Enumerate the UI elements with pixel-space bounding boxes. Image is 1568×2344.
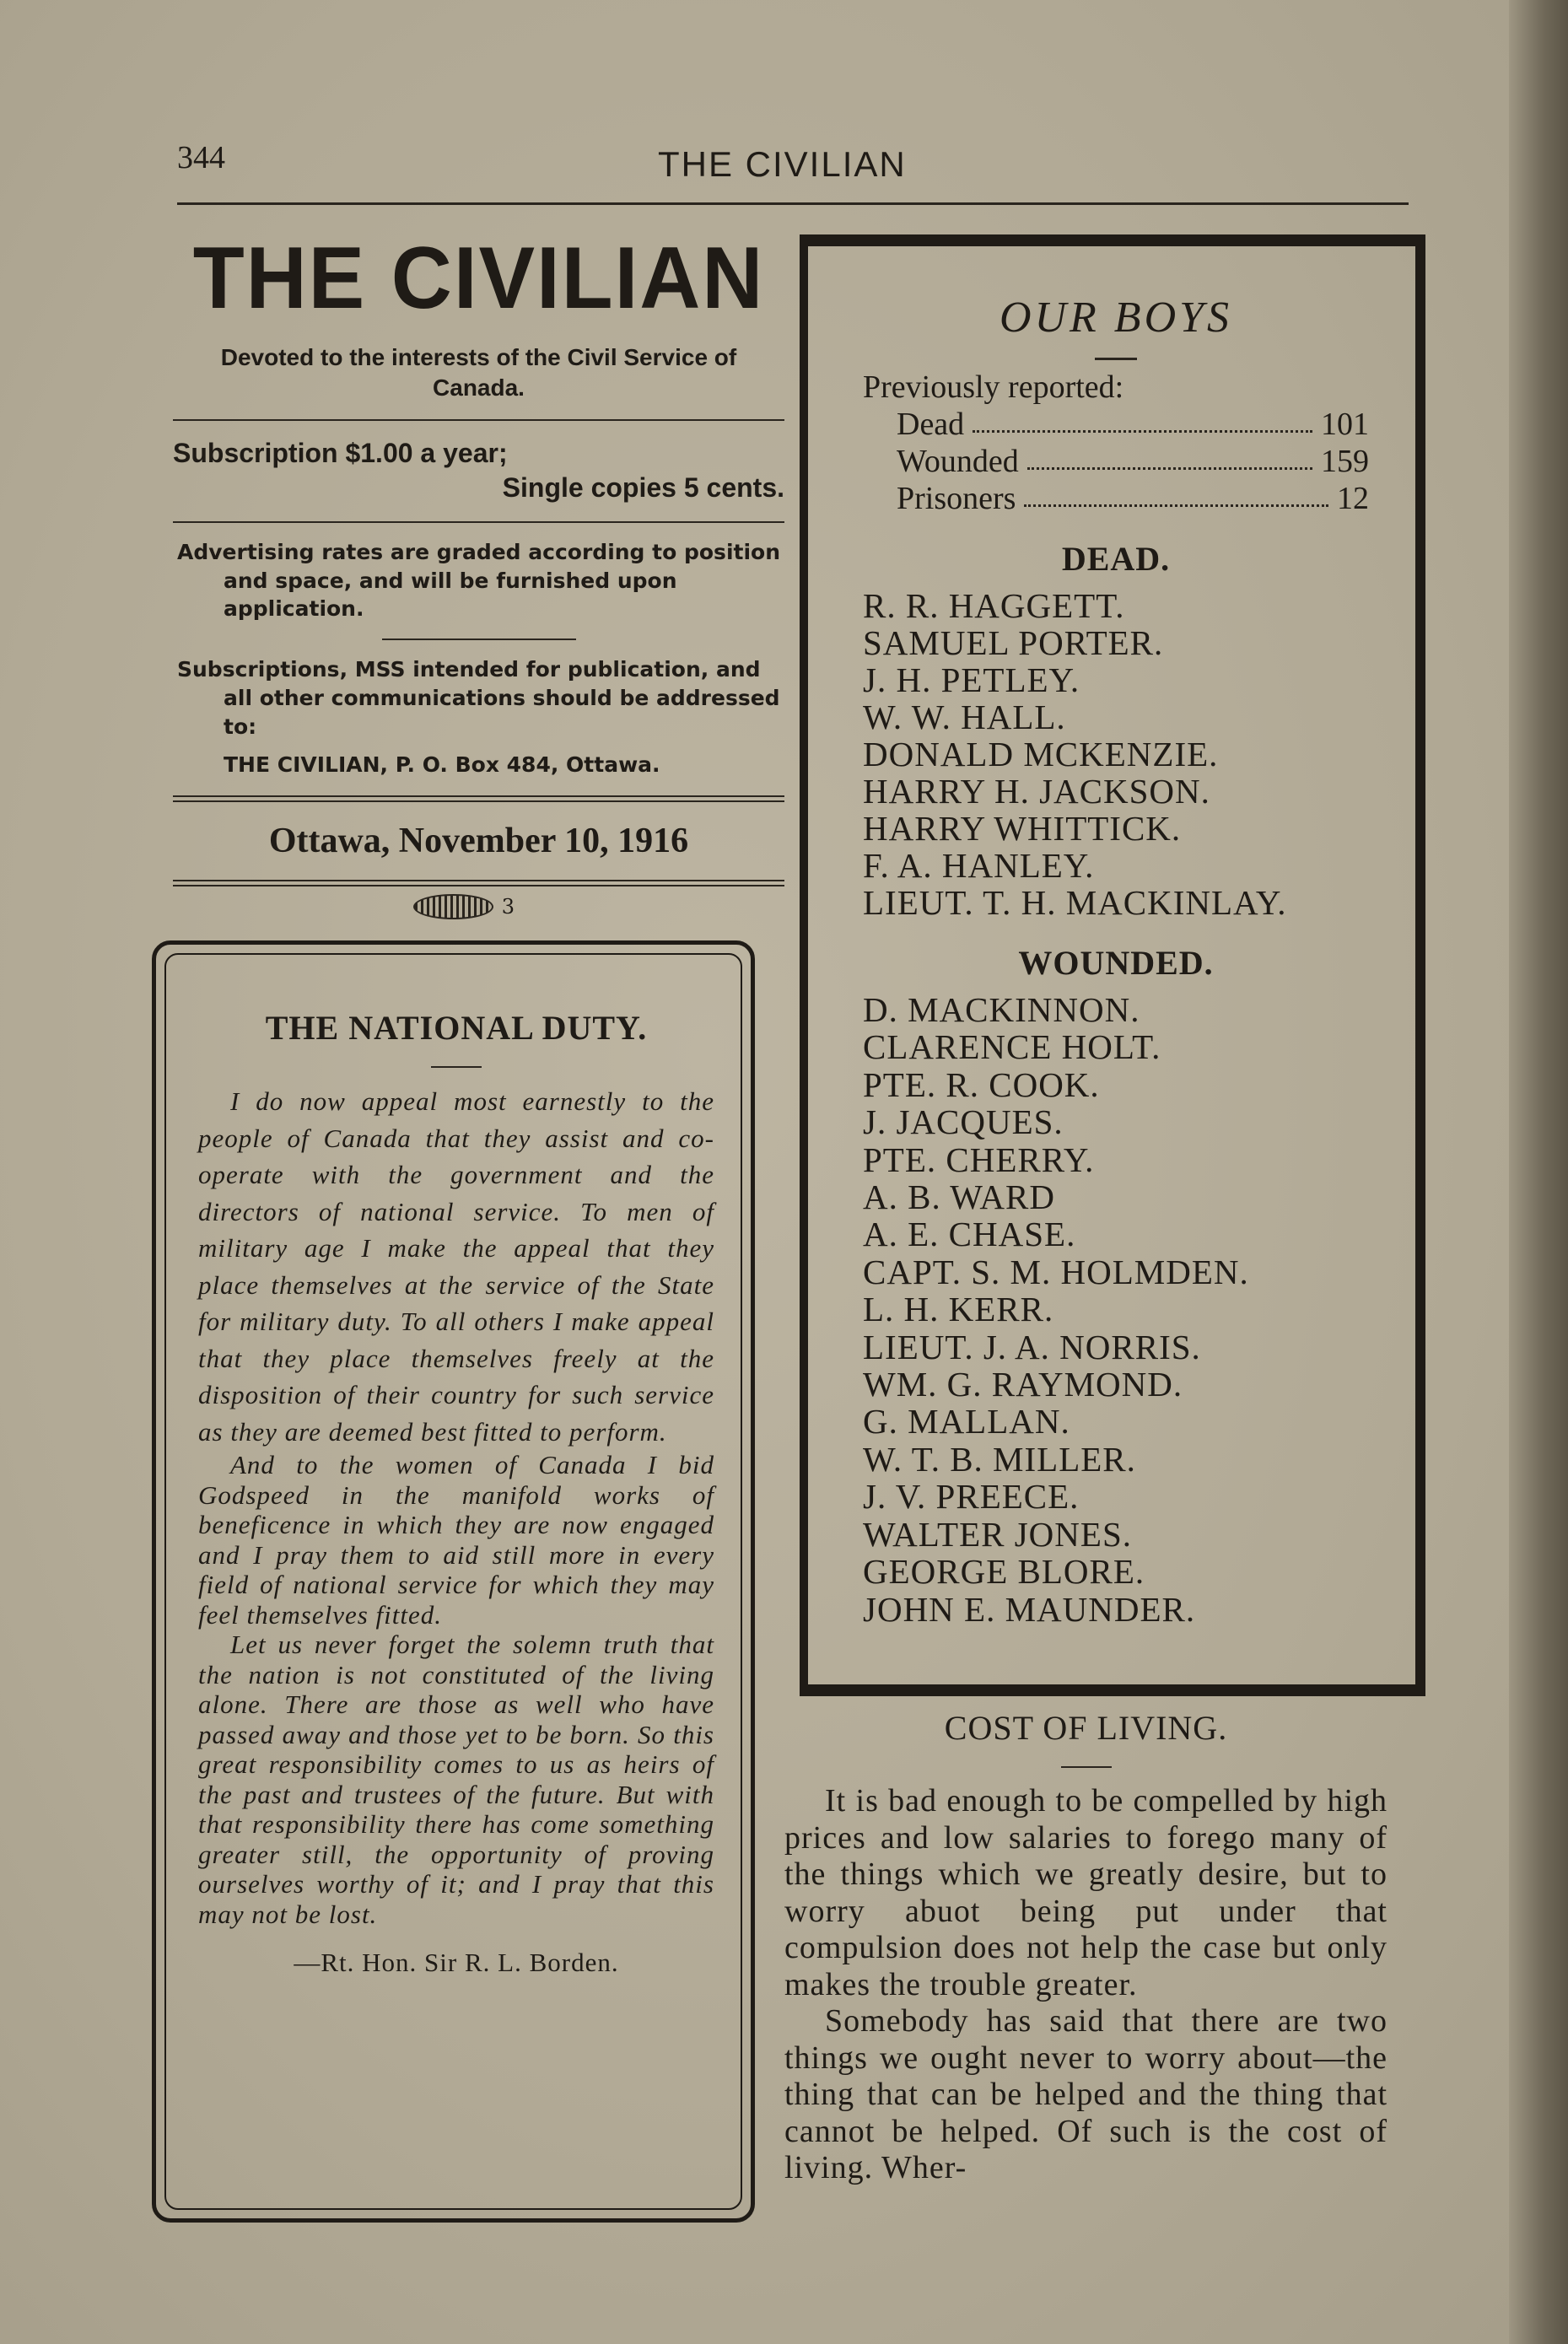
dead-heading: DEAD. — [1061, 540, 1171, 578]
list-item: A. E. CHASE. — [863, 1215, 1076, 1254]
stat-row-wounded — [863, 443, 1369, 480]
mailing-address: THE CIVILIAN, P. O. Box 484, Ottawa. — [224, 752, 660, 778]
ornament-icon — [413, 894, 493, 919]
stat-value: 12 — [1337, 481, 1369, 516]
dead-list — [863, 587, 1369, 921]
masthead — [173, 228, 784, 905]
our-boys-box — [800, 234, 1425, 1696]
cost-of-living-heading: COST OF LIVING. — [944, 1709, 1228, 1747]
double-divider — [173, 880, 784, 886]
cost-of-living-article — [784, 1708, 1387, 2187]
list-item: WALTER JONES. — [863, 1514, 1132, 1554]
list-item: HARRY WHITTICK. — [863, 809, 1182, 848]
wounded-heading: WOUNDED. — [1018, 944, 1214, 982]
list-item: G. MALLAN. — [863, 1402, 1070, 1441]
leader-dots — [1027, 443, 1312, 470]
list-item: GEORGE BLORE. — [863, 1552, 1145, 1592]
list-item: W. T. B. MILLER. — [863, 1439, 1136, 1479]
national-duty-paragraph: And to the women of Canada I bid Godspeed in the manifold works of beneficence in which they are now engaged and I pray them to aid still more in every field of national service for which they may feel themselves fitted. — [198, 1450, 714, 1630]
ornament — [413, 894, 515, 919]
double-divider — [173, 795, 784, 802]
list-item: R. R. HAGGETT. — [863, 586, 1125, 625]
national-duty-content — [198, 1008, 714, 1978]
national-duty-paragraph: I do now appeal most earnestly to the people of Canada that they assist and co-operate with the government and the directors of national service. To men of military age I make the appeal that they place themselves at the service of the State for military duty. To all others I make appeal that they place themselves freely at the disposition of their country for such service as they are deemed best fitted to perform. — [198, 1086, 714, 1447]
list-item: A. B. WARD — [863, 1177, 1055, 1217]
list-item: PTE. R. COOK. — [863, 1064, 1100, 1104]
cost-of-living-paragraph: It is bad enough to be compelled by high prices and low salaries to forego many of the things which we greatly desire, but to worry abuot being put under that compulsion does not help the case but only makes the trouble greater. — [784, 1783, 1387, 2002]
short-divider — [431, 1066, 482, 1068]
list-item: JOHN E. MAUNDER. — [863, 1589, 1196, 1629]
list-item: J. H. PETLEY. — [863, 660, 1080, 699]
leader-dots — [1024, 480, 1328, 507]
stat-label: Prisoners — [897, 481, 1016, 516]
list-item: L. H. KERR. — [863, 1290, 1054, 1329]
short-divider — [1095, 358, 1137, 360]
subscriptions-note: Subscriptions, MSS intended for publication, and all other communications should be addressed to: — [177, 657, 780, 739]
list-item: J. V. PREECE. — [863, 1477, 1080, 1517]
ornament-number: 3 — [501, 895, 515, 919]
previously-reported-label: Previously reported: — [863, 369, 1124, 405]
short-divider — [382, 639, 576, 640]
page-header — [177, 139, 1409, 184]
national-duty-signature: —Rt. Hon. Sir R. L. Borden. — [294, 1948, 619, 1977]
subscription-price: Subscription $1.00 a year; — [173, 437, 508, 468]
list-item: WM. G. RAYMOND. — [863, 1365, 1183, 1404]
list-item: CLARENCE HOLT. — [863, 1027, 1161, 1067]
header-rule — [177, 202, 1409, 205]
dateline: Ottawa, November 10, 1916 — [268, 822, 689, 861]
list-item: J. JACQUES. — [863, 1102, 1064, 1142]
list-item: SAMUEL PORTER. — [863, 623, 1164, 662]
national-duty-heading: THE NATIONAL DUTY. — [265, 1009, 648, 1047]
national-duty-box — [152, 940, 755, 2223]
stat-label: Wounded — [897, 444, 1019, 479]
stat-value: 159 — [1321, 444, 1369, 479]
list-item: W. W. HALL. — [863, 698, 1066, 736]
divider — [173, 419, 784, 421]
list-item: DONALD MCKENZIE. — [863, 735, 1219, 773]
cost-of-living-paragraph: Somebody has said that there are two things we ought never to worry about—the thing that can be helped and the thing that cannot be helped. Of such is the cost of living. Wher- — [784, 2003, 1387, 2185]
list-item: CAPT. S. M. HOLMDEN. — [863, 1252, 1249, 1291]
list-item: LIEUT. J. A. NORRIS. — [863, 1327, 1201, 1366]
book-spine-shadow — [1509, 0, 1568, 2344]
single-copy-price: Single copies 5 cents. — [502, 472, 784, 504]
list-item: D. MACKINNON. — [863, 990, 1140, 1029]
running-head: THE CIVILIAN — [658, 144, 907, 184]
national-duty-paragraph: Let us never forget the solemn truth that the nation is not constituted of the living alone. There are those as well who have passed away and those yet to be born. So this great responsibility comes to us as heirs of the past and trustees of the future. But with that responsibility there has come something greater still, the opportunity of proving ourselves worthy of it; and I pray that this may not be lost. — [198, 1630, 714, 1929]
divider — [173, 521, 784, 523]
our-boys-title: OUR BOYS — [999, 294, 1233, 342]
stat-label: Dead — [897, 407, 965, 442]
list-item: F. A. HANLEY. — [863, 846, 1095, 885]
leader-dots — [973, 406, 1312, 433]
wounded-list — [863, 991, 1369, 1628]
advertising-note: Advertising rates are graded according to position and space, and will be furnished upon application. — [177, 539, 781, 622]
masthead-tagline: Devoted to the interests of the Civil Service of Canada. — [220, 344, 737, 401]
stat-row-dead — [863, 406, 1369, 443]
masthead-title: THE CIVILIAN — [192, 229, 765, 327]
page-number: 344 — [177, 140, 225, 175]
stat-value: 101 — [1321, 407, 1369, 442]
list-item: HARRY H. JACKSON. — [863, 772, 1210, 811]
short-divider — [1061, 1766, 1112, 1768]
our-boys-content — [863, 293, 1369, 1628]
list-item: PTE. CHERRY. — [863, 1140, 1095, 1179]
list-item: LIEUT. T. H. MACKINLAY. — [863, 883, 1287, 922]
stat-row-prisoners — [863, 480, 1369, 517]
